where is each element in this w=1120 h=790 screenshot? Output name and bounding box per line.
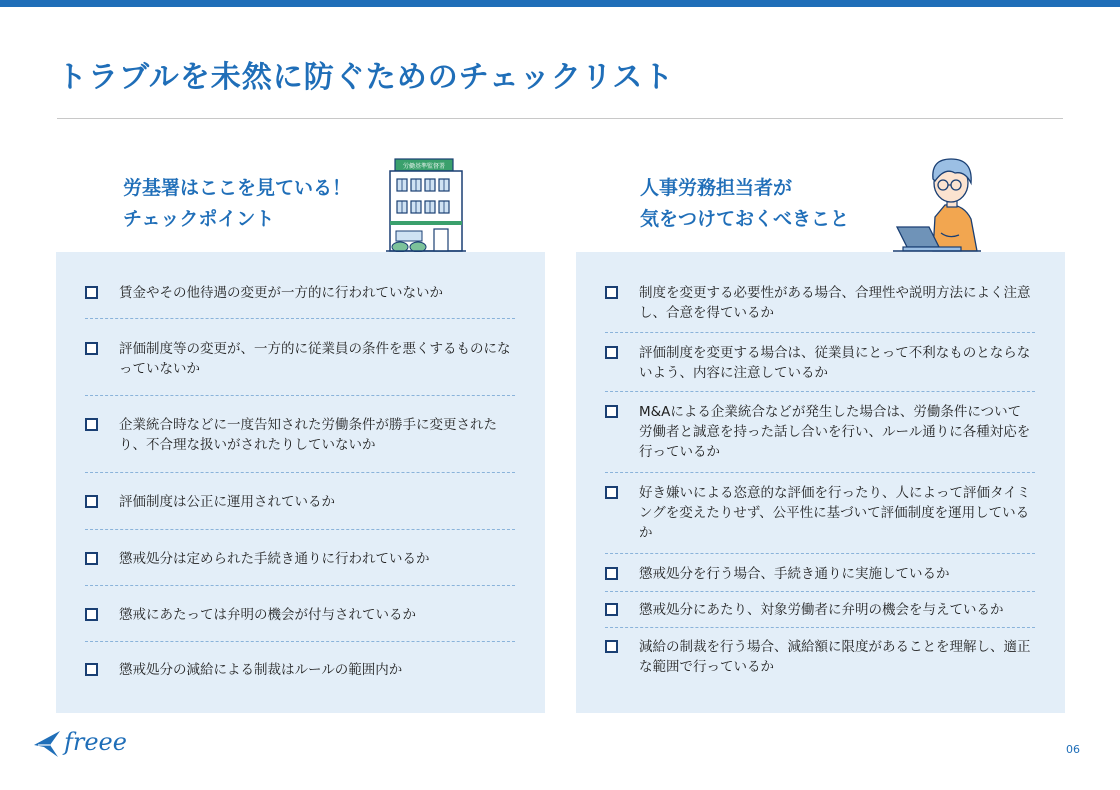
dashed-divider <box>605 591 1035 592</box>
title-divider <box>57 118 1063 119</box>
checkbox[interactable] <box>85 286 98 299</box>
right-heading-line-1: 人事労務担当者が <box>640 177 793 199</box>
freee-logo <box>32 725 127 759</box>
list-item: 賃金やその他待遇の変更が一方的に行われていないか <box>85 283 515 303</box>
logo-text: freee <box>64 728 127 756</box>
left-checklist-panel <box>56 252 545 713</box>
left-heading-line-2: チェックポイント <box>123 208 275 230</box>
left-column-heading <box>123 173 351 235</box>
checkbox[interactable] <box>85 552 98 565</box>
dashed-divider <box>605 627 1035 628</box>
list-item: 企業統合時などに一度告知された労働条件が勝手に変更されたり、不合理な扱いがされたりしていないか <box>85 415 515 455</box>
labor-office-building-illustration <box>386 155 466 257</box>
page-number: 06 <box>1066 743 1080 756</box>
bird-logo-icon <box>32 725 62 759</box>
list-item: 評価制度を変更する場合は、従業員にとって不利なものとならないよう、内容に注意しているか <box>605 343 1033 383</box>
dashed-divider <box>605 332 1035 333</box>
list-item: 懲戒処分を行う場合、手続き通りに実施しているか <box>605 564 1033 584</box>
page-title: トラブルを未然に防ぐためのチェックリスト <box>57 60 675 95</box>
checkbox[interactable] <box>605 405 618 418</box>
dashed-divider <box>605 553 1035 554</box>
checkbox[interactable] <box>605 567 618 580</box>
right-heading-line-2: 気をつけておくべきこと <box>640 208 850 230</box>
list-item: 懲戒処分は定められた手続き通りに行われているか <box>85 549 515 569</box>
checkbox[interactable] <box>605 640 618 653</box>
dashed-divider <box>85 472 515 473</box>
dashed-divider <box>605 472 1035 473</box>
list-item: 懲戒処分にあたり、対象労働者に弁明の機会を与えているか <box>605 600 1033 620</box>
checkbox[interactable] <box>85 495 98 508</box>
dashed-divider <box>85 318 515 319</box>
right-checklist-panel <box>576 252 1065 713</box>
checkbox[interactable] <box>85 342 98 355</box>
list-item: 減給の制裁を行う場合、減給額に限度があることを理解し、適正な範囲で行っているか <box>605 637 1033 677</box>
dashed-divider <box>85 585 515 586</box>
list-item: 懲戒にあたっては弁明の機会が付与されているか <box>85 605 515 625</box>
dashed-divider <box>85 395 515 396</box>
list-item: 懲戒処分の減給による制裁はルールの範囲内か <box>85 660 515 680</box>
checkbox[interactable] <box>85 663 98 676</box>
top-accent-bar <box>0 0 1120 7</box>
list-item: 制度を変更する必要性がある場合、合理性や説明方法によく注意し、合意を得ているか <box>605 283 1033 323</box>
list-item: 評価制度等の変更が、一方的に従業員の条件を悪くするものになっていないか <box>85 339 515 379</box>
left-heading-line-1: 労基署はここを見ている！ <box>123 177 352 199</box>
checkbox[interactable] <box>85 418 98 431</box>
dashed-divider <box>85 529 515 530</box>
list-item: M&Aによる企業統合などが発生した場合は、労働条件について労働者と誠意を持った話し合いを行い、ルール通りに各種対応を行っているか <box>605 402 1033 462</box>
checkbox[interactable] <box>605 603 618 616</box>
checkbox[interactable] <box>605 346 618 359</box>
list-item: 評価制度は公正に運用されているか <box>85 492 515 512</box>
building-sign-text: 労働基準監督署 <box>402 163 446 170</box>
dashed-divider <box>85 641 515 642</box>
checkbox[interactable] <box>605 286 618 299</box>
checkbox[interactable] <box>85 608 98 621</box>
hr-person-illustration <box>893 153 983 257</box>
right-column-heading <box>640 173 849 235</box>
list-item: 好き嫌いによる恣意的な評価を行ったり、人によって評価タイミングを変えたりせず、公平性に基づいて評価制度を運用しているか <box>605 483 1033 543</box>
checkbox[interactable] <box>605 486 618 499</box>
dashed-divider <box>605 391 1035 392</box>
